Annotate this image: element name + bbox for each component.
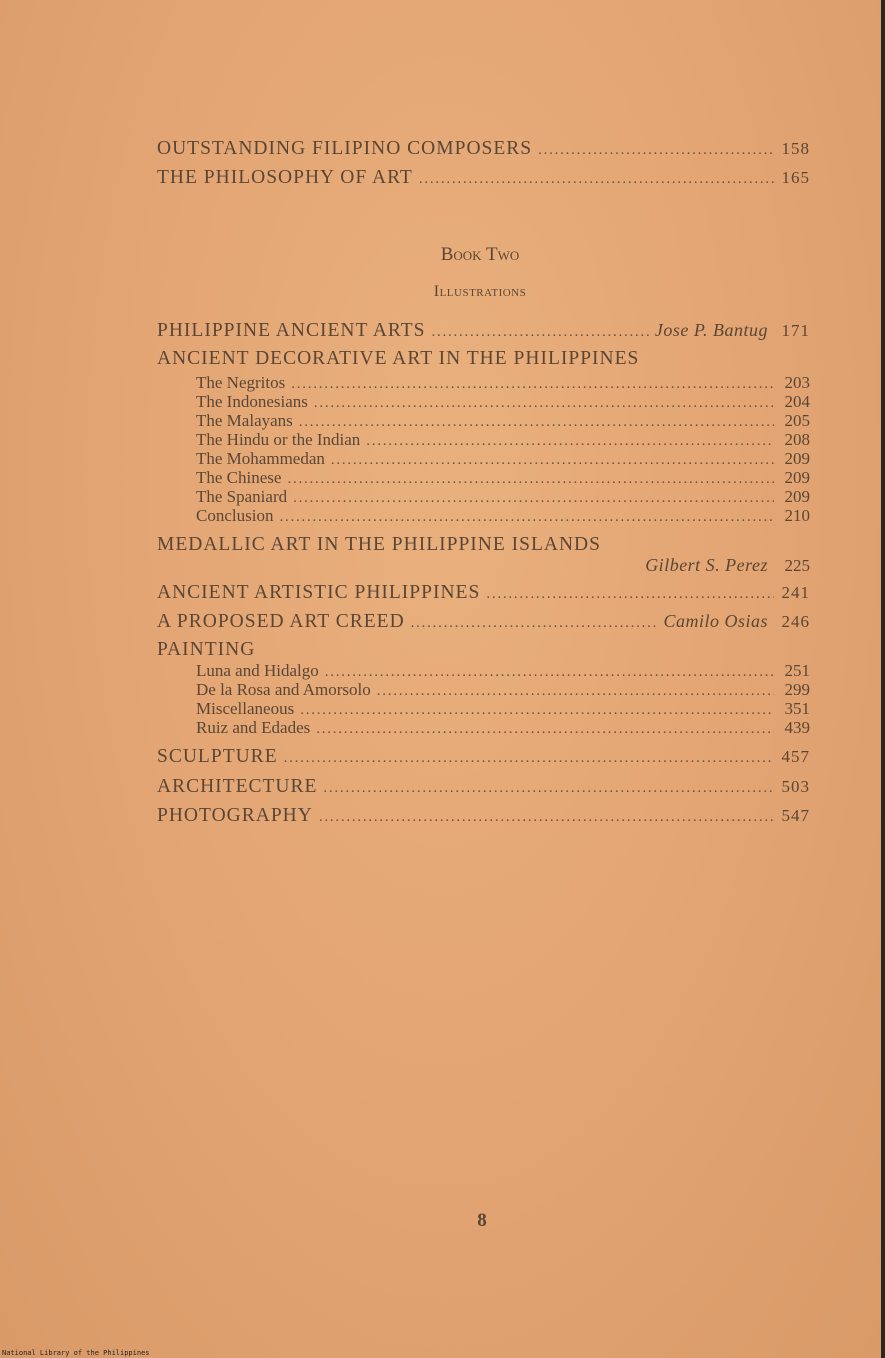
toc-subentry <box>196 449 810 469</box>
toc-page: 246 <box>781 612 810 631</box>
leader-dots <box>287 471 774 488</box>
toc-author: Jose P. Bantug <box>654 320 768 340</box>
toc-title: The Negritos <box>196 373 286 392</box>
toc-title: The Indonesians <box>196 392 308 411</box>
toc-page: 165 <box>781 168 810 187</box>
toc-page: 210 <box>784 506 810 525</box>
leader-dots <box>291 376 774 393</box>
leader-dots <box>314 395 774 412</box>
toc-entry <box>157 746 810 768</box>
toc-page: 439 <box>784 718 810 737</box>
toc-subentry <box>196 699 810 719</box>
toc-title: ARCHITECTURE <box>157 776 318 797</box>
toc-page: 241 <box>781 583 810 602</box>
toc-page: 203 <box>784 373 810 392</box>
leader-dots <box>284 750 774 767</box>
toc-subentry <box>196 680 810 700</box>
toc-page: 225 <box>784 556 810 575</box>
toc-entry <box>157 582 810 604</box>
toc-title: The Hindu or the Indian <box>196 430 361 449</box>
leader-dots <box>331 452 774 469</box>
toc-page: 204 <box>784 392 810 411</box>
toc-page: 503 <box>781 777 810 796</box>
toc-title: The Spaniard <box>196 487 288 506</box>
toc-subentry <box>196 468 810 488</box>
section-heading: Illustrations <box>433 283 527 300</box>
leader-dots <box>366 433 774 450</box>
toc-page: 209 <box>784 487 810 506</box>
leader-dots <box>419 171 774 188</box>
toc-title: OUTSTANDING FILIPINO COMPOSERS <box>157 138 533 159</box>
library-credit: National Library of the Philippines <box>2 1349 150 1357</box>
page-edge <box>881 0 885 1358</box>
toc-title: ANCIENT ARTISTIC PHILIPPINES <box>157 582 481 603</box>
toc-entry <box>157 805 810 827</box>
toc-page: 299 <box>784 680 810 699</box>
toc-title: A PROPOSED ART CREED <box>157 611 405 632</box>
toc-page: 547 <box>781 806 810 825</box>
toc-title: THE PHILOSOPHY OF ART <box>157 167 413 188</box>
leader-dots <box>316 721 774 738</box>
leader-dots <box>486 586 774 603</box>
toc-page: 158 <box>781 139 810 158</box>
leader-dots <box>411 615 658 632</box>
page-number: 8 <box>477 1210 487 1231</box>
toc-title: The Mohammedan <box>196 449 325 468</box>
toc-title: PHILIPPINE ANCIENT ARTS <box>157 320 426 341</box>
toc-title: The Malayans <box>196 411 293 430</box>
toc-author-line <box>157 555 810 576</box>
toc-entry <box>157 320 810 342</box>
toc-title: SCULPTURE <box>157 746 278 767</box>
toc-subentry <box>196 661 810 681</box>
toc-page: 205 <box>784 411 810 430</box>
toc-page: 457 <box>781 747 810 766</box>
toc-title: Conclusion <box>196 506 274 525</box>
book-heading: Book Two <box>440 244 520 265</box>
toc-entry <box>157 167 810 189</box>
toc-subentry <box>196 718 810 738</box>
toc-entry <box>157 776 810 798</box>
leader-dots <box>300 702 774 719</box>
toc-page: 171 <box>781 321 810 340</box>
toc-subentry <box>196 373 810 393</box>
toc-entry <box>157 611 810 633</box>
toc-page: 209 <box>784 449 810 468</box>
toc-page: 209 <box>784 468 810 487</box>
leader-dots <box>319 809 774 826</box>
toc-author: Camilo Osias <box>663 611 768 631</box>
toc-heading: ANCIENT DECORATIVE ART IN THE PHILIPPINES <box>157 348 640 369</box>
toc-subentry <box>196 506 810 526</box>
toc-title: Luna and Hidalgo <box>196 661 319 680</box>
toc-subentry <box>196 430 810 450</box>
leader-dots <box>299 414 774 431</box>
toc-page: 208 <box>784 430 810 449</box>
toc-subentry <box>196 392 810 412</box>
toc-heading: PAINTING <box>157 639 256 660</box>
leader-dots <box>323 780 774 797</box>
leader-dots <box>432 324 649 341</box>
toc-title: Miscellaneous <box>196 699 295 718</box>
toc-author: Gilbert S. Perez <box>645 555 768 575</box>
toc-title: Ruiz and Edades <box>196 718 311 737</box>
toc-page: 251 <box>784 661 810 680</box>
toc-subentry <box>196 487 810 507</box>
toc-subentry <box>196 411 810 431</box>
leader-dots <box>377 683 774 700</box>
toc-title: De la Rosa and Amorsolo <box>196 680 371 699</box>
leader-dots <box>538 142 774 159</box>
toc-heading: MEDALLIC ART IN THE PHILIPPINE ISLANDS <box>157 534 601 555</box>
toc-entry <box>157 138 810 160</box>
leader-dots <box>293 490 774 507</box>
toc-title: PHOTOGRAPHY <box>157 805 313 826</box>
leader-dots <box>325 664 774 681</box>
toc-title: The Chinese <box>196 468 282 487</box>
leader-dots <box>279 509 774 526</box>
toc-page: 351 <box>784 699 810 718</box>
